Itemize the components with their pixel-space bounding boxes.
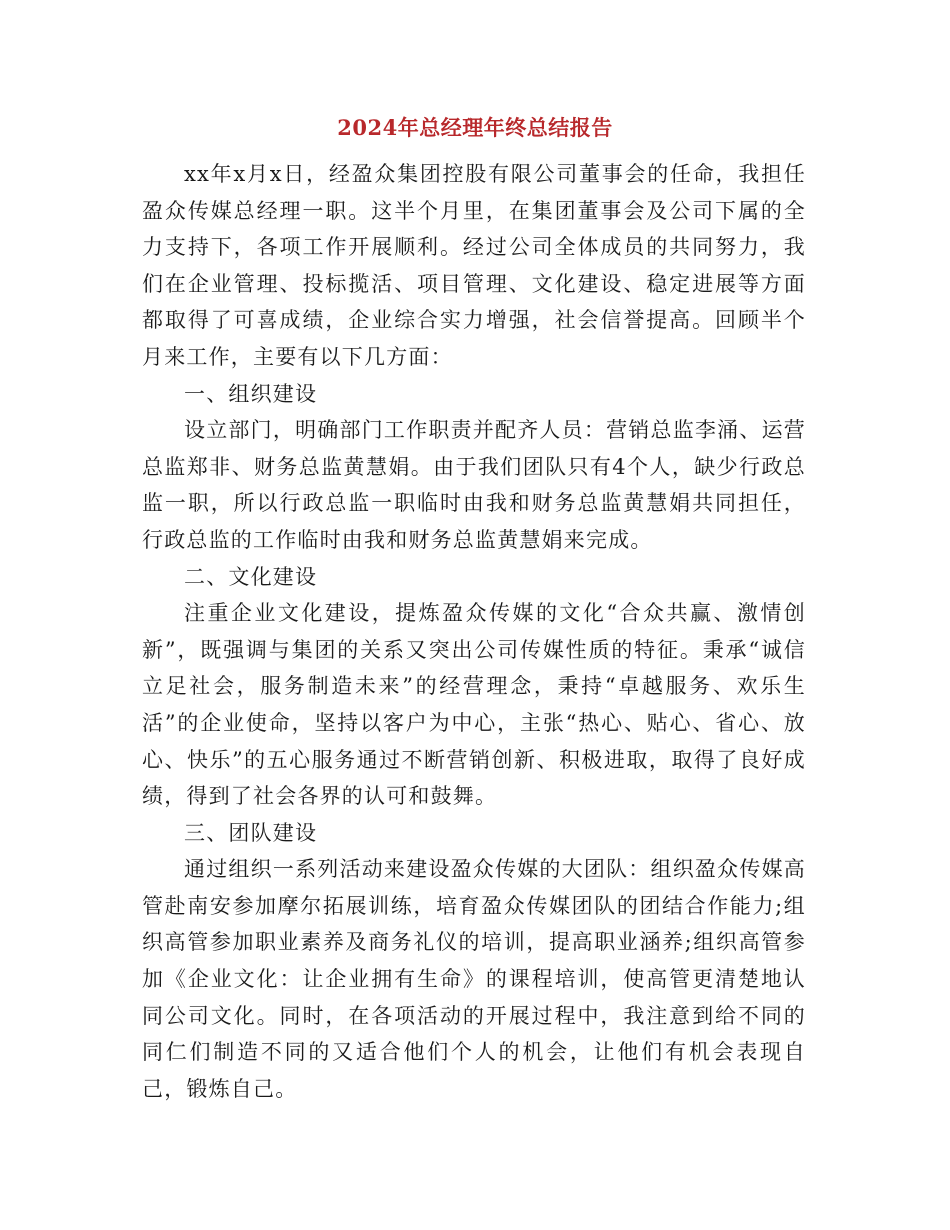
culture-paragraph: 注重企业文化建设，提炼盈众传媒的文化“合众共赢、激情创新”，既强调与集团的关系又突出公司传媒性质的特征。秉承“诚信立足社会，服务制造未来”的经营理念，秉持“卓越服务、欢乐生活”的企业使命，坚持以客户为中心，主张“热心、贴心、省心、放心、快乐”的五心服务通过不断营销创新、积极进取，取得了良好成绩，得到了社会各界的认可和鼓舞。 — [142, 601, 806, 809]
section-heading-culture: 二、文化建设 — [184, 564, 318, 589]
team-paragraph: 通过组织一系列活动来建设盈众传媒的大团队：组织盈众传媒高管赴南安参加摩尔拓展训练，培育盈众传媒团队的团结合作能力;组织高管参加职业素养及商务礼仪的培训，提高职业涵养;组织高管参加《企业文化：让企业拥有生命》的课程培训，使高管更清楚地认同公司文化。同时，在各项活动的开展过程中，我注意到给不同的同仁们制造不同的又适合他们个人的机会，让他们有机会表现自己，锻炼自己。 — [142, 857, 806, 1101]
document-body — [142, 156, 806, 1107]
organization-paragraph: 设立部门，明确部门工作职责并配齐人员：营销总监李涌、运营总监郑非、财务总监黄慧娟。由于我们团队只有4个人，缺少行政总监一职，所以行政总监一职临时由我和财务总监黄慧娟共同担任，行政总监的工作临时由我和财务总监黄慧娟来完成。 — [142, 418, 806, 552]
document-title: 2024年总经理年终总结报告 — [337, 115, 613, 140]
section-heading-team: 三、团队建设 — [184, 820, 318, 845]
section-heading-organization: 一、组织建设 — [184, 381, 318, 406]
intro-paragraph: xx年x月x日，经盈众集团控股有限公司董事会的任命，我担任盈众传媒总经理一职。这半个月里，在集团董事会及公司下属的全力支持下，各项工作开展顺利。经过公司全体成员的共同努力，我们在企业管理、投标揽活、项目管理、文化建设、稳定进展等方面都取得了可喜成绩，企业综合实力增强，社会信誉提高。回顾半个月来工作，主要有以下几方面： — [142, 162, 806, 369]
